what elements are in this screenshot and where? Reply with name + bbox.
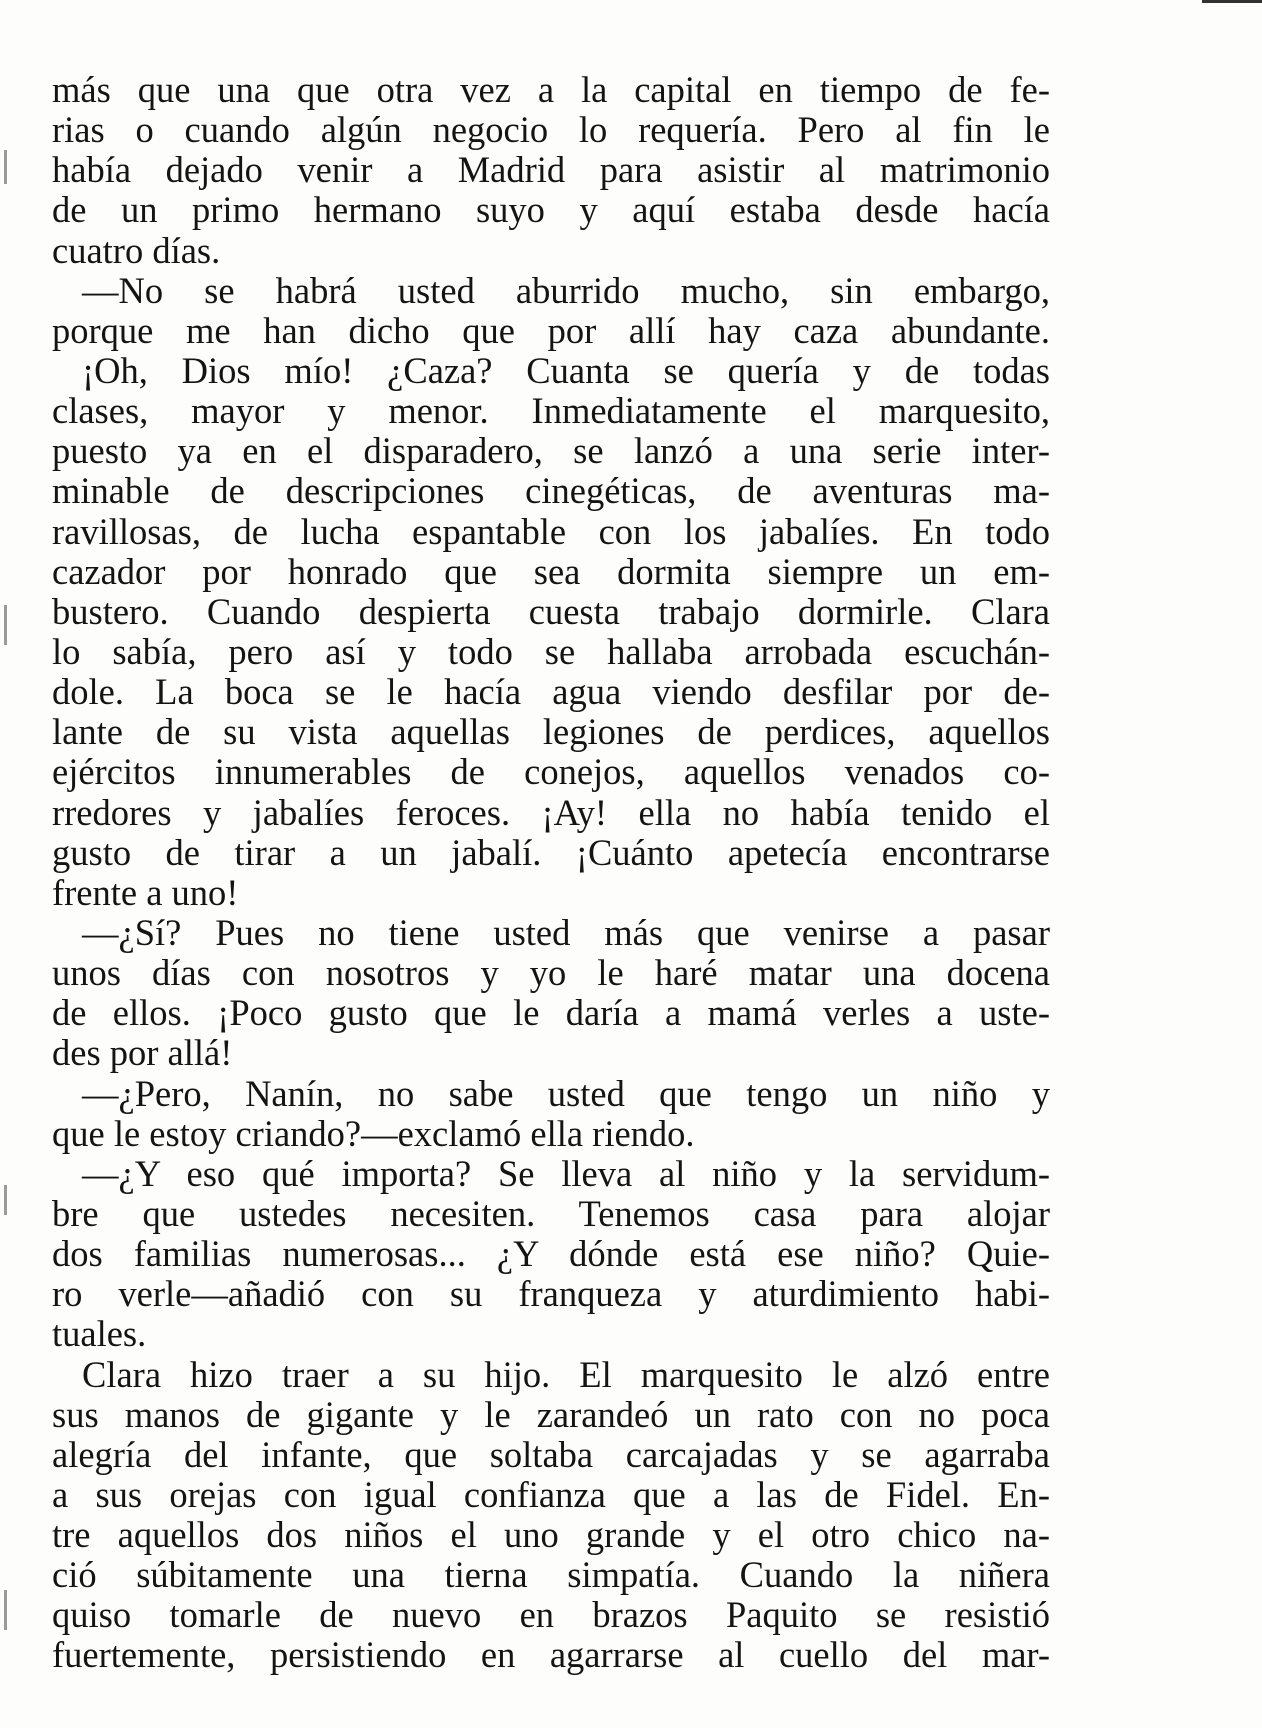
text-line: quiso tomarle de nuevo en brazos Paquito se resistió	[52, 1594, 1050, 1636]
text-line: alegría del infante, que soltaba carcajadas y se agarraba	[52, 1433, 1050, 1475]
text-line: bustero. Cuando despierta cuesta trabajo dormirle. Clara	[52, 590, 1050, 632]
text-line: —No se habrá usted aburrido mucho, sin embargo,	[82, 269, 1050, 311]
margin-speck	[4, 605, 7, 645]
text-line: clases, mayor y menor. Inmediatamente el marquesito,	[52, 390, 1050, 432]
margin-speck	[4, 150, 7, 184]
text-line: dole. La boca se le hacía agua viendo desfilar por de-	[52, 671, 1050, 713]
text-line: gusto de tirar a un jabalí. ¡Cuánto apetecía encontrarse	[52, 831, 1050, 873]
text-line: tuales.	[52, 1313, 147, 1355]
text-line: unos días con nosotros y yo le haré matar una docena	[52, 952, 1050, 994]
text-line: ro verle—añadió con su franqueza y aturdimiento habi-	[52, 1273, 1050, 1315]
text-line: —¿Pero, Nanín, no sabe usted que tengo un niño y	[82, 1072, 1050, 1114]
text-line: ció súbitamente una tierna simpatía. Cuando la niñera	[52, 1554, 1050, 1596]
text-line: fuertemente, persistiendo en agarrarse al cuello del mar-	[52, 1634, 1050, 1676]
text-line: cuatro días.	[52, 229, 221, 271]
text-line: porque me han dicho que por allí hay caza abundante.	[52, 309, 1050, 351]
text-line: de un primo hermano suyo y aquí estaba desde hacía	[52, 189, 1050, 231]
text-line: tre aquellos dos niños el uno grande y el otro chico na-	[52, 1514, 1050, 1556]
text-line: rias o cuando algún negocio lo requería. Pero al fin le	[52, 109, 1050, 151]
text-line: puesto ya en el disparadero, se lanzó a una serie inter-	[52, 430, 1050, 472]
text-line: que le estoy criando?—exclamó ella riendo.	[52, 1112, 695, 1154]
text-line: minable de descripciones cinegéticas, de aventuras ma-	[52, 470, 1050, 512]
text-line: —¿Y eso qué importa? Se lleva al niño y la servidum-	[82, 1152, 1050, 1194]
text-line: des por allá!	[52, 1032, 233, 1074]
text-line: había dejado venir a Madrid para asistir al matrimonio	[52, 149, 1050, 191]
text-line: ¡Oh, Dios mío! ¿Caza? Cuanta se quería y de todas	[82, 349, 1050, 391]
running-head	[50, 0, 1050, 10]
text-line: a sus orejas con igual confianza que a las de Fidel. En-	[52, 1473, 1050, 1515]
text-line: sus manos de gigante y le zarandeó un rato con no poca	[52, 1393, 1050, 1435]
text-line: lante de su vista aquellas legiones de perdices, aquellos	[52, 711, 1050, 753]
text-line: rredores y jabalíes feroces. ¡Ay! ella no había tenido el	[52, 791, 1050, 833]
text-line: más que una que otra vez a la capital en tiempo de fe-	[52, 69, 1050, 110]
text-line: cazador por honrado que sea dormita siempre un em-	[52, 550, 1050, 592]
text-line: bre que ustedes necesiten. Tenemos casa para alojar	[52, 1192, 1050, 1234]
text-line: dos familias numerosas... ¿Y dónde está ese niño? Quie-	[52, 1233, 1050, 1275]
text-line: lo sabía, pero así y todo se hallaba arrobada escuchán-	[52, 630, 1050, 672]
text-line: frente a uno!	[52, 871, 239, 913]
margin-speck	[4, 1590, 7, 1630]
text-line: —¿Sí? Pues no tiene usted más que venirse a pasar	[82, 911, 1050, 953]
text-line: Clara hizo traer a su hijo. El marquesito le alzó entre	[82, 1353, 1050, 1395]
text-line: ejércitos innumerables de conejos, aquellos venados co-	[52, 751, 1050, 793]
body-text	[52, 70, 1050, 1676]
text-line: de ellos. ¡Poco gusto que le daría a mamá verles a uste-	[52, 992, 1050, 1034]
text-line: ravillosas, de lucha espantable con los jabalíes. En todo	[52, 510, 1050, 552]
top-rule	[1202, 0, 1262, 3]
margin-speck	[4, 1185, 7, 1215]
